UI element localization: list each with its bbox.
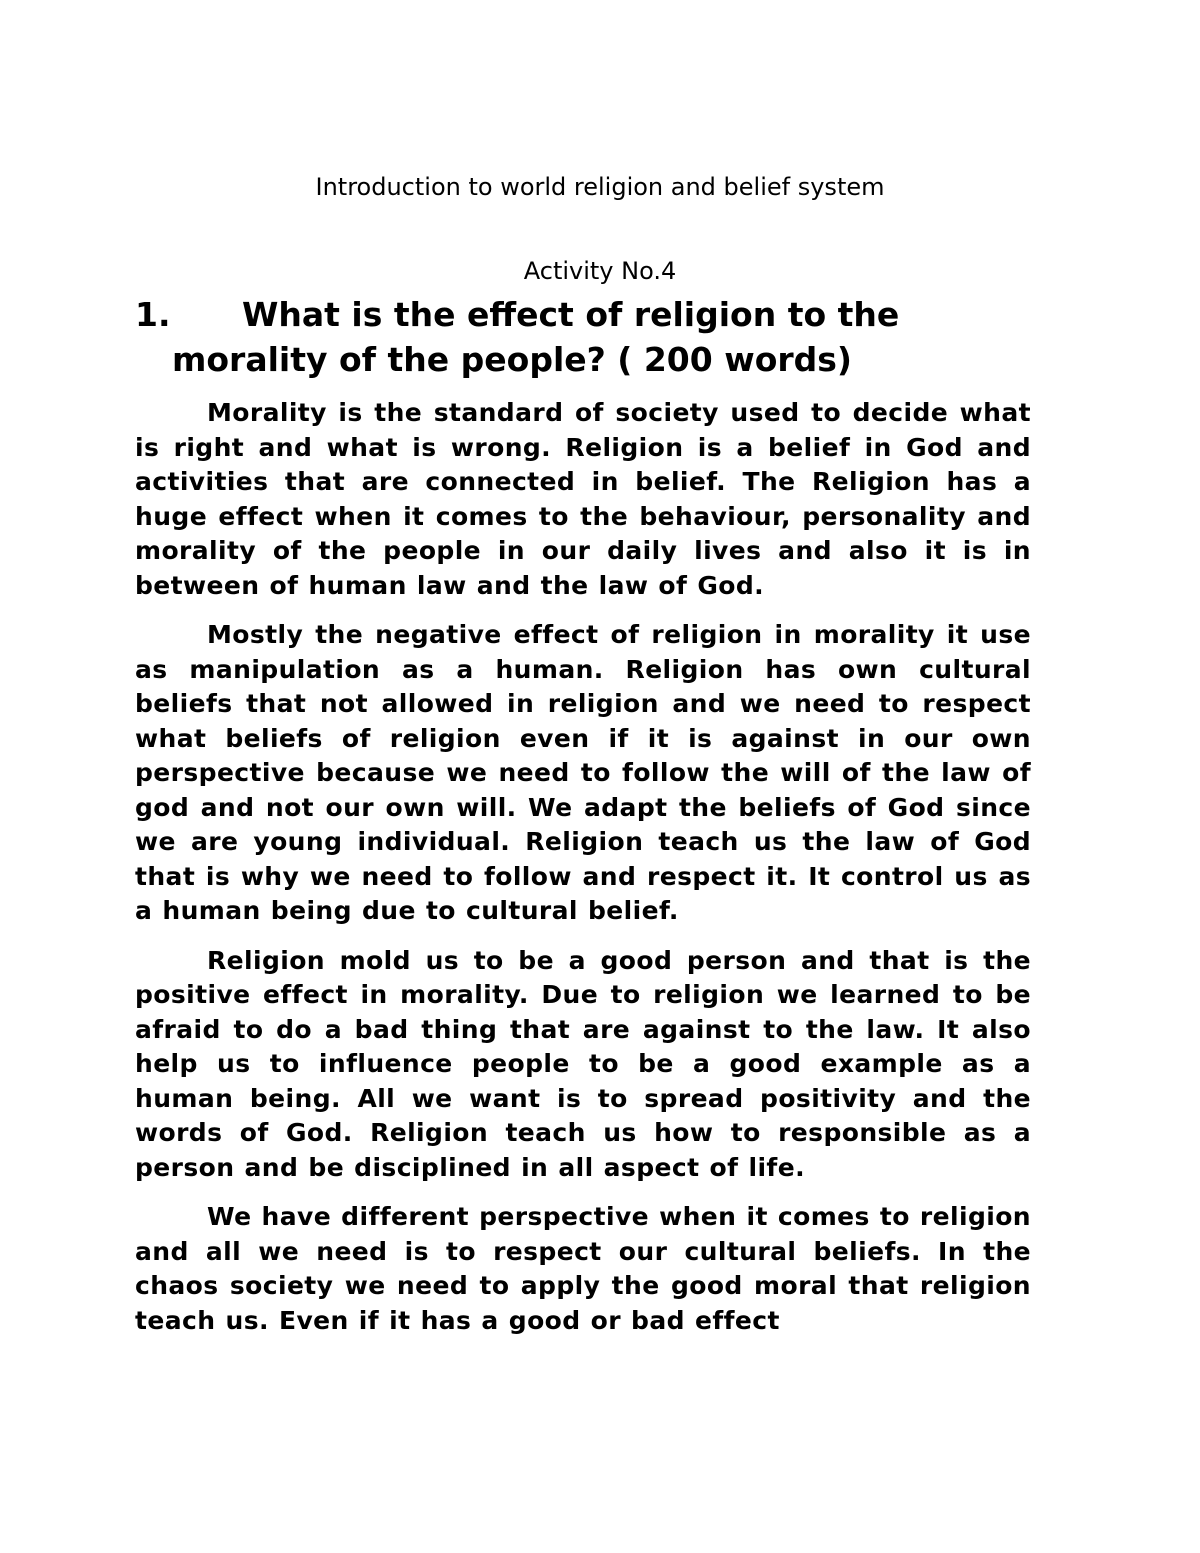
question-heading [135, 292, 1035, 382]
paragraph-4: We have different perspective when it comes to religion and all we need is to respect our cultural beliefs. In the chaos society we need to apply the good moral that religion teach us. Even if it has a good or bad effect [135, 1202, 1031, 1335]
question-text-line2: morality of the people? ( 200 words) [172, 340, 852, 379]
activity-label: Activity No.4 [523, 257, 677, 285]
question-number: 1. [135, 295, 171, 334]
paragraph-3: Religion mold us to be a good person and that is the positive effect in morality. Due to religion we learned to be afraid to do a bad thing that are against to the law. It also help us to influence people to be a good example as a human being. All we want is to spread positivity and the words of God. Religion teach us how to responsible as a person and be disciplined in all aspect of life. [135, 945, 1031, 1182]
question-text-line1: What is the effect of religion to the [242, 295, 900, 334]
paragraph-1: Morality is the standard of society used to decide what is right and what is wrong. Religion is a belief in God and activities that are connected in belief. The Religion has a huge effect when it comes to the behaviour, personality and morality of the people in our daily lives and also it is in between of human law and the law of God. [135, 398, 1031, 600]
paragraph-2: Mostly the negative effect of religion in morality it use as manipulation as a human. Religion has own cultural beliefs that not allowed in religion and we need to respect what beliefs of religion even if it is against in our own perspective because we need to follow the will of the law of god and not our own will. We adapt the beliefs of God since we are young individual. Religion teach us the law of God that is why we need to follow and respect it. It control us as a human being due to cultural belief. [135, 620, 1031, 925]
answer-body [135, 396, 1031, 1406]
document-title: Introduction to world religion and belief system [315, 173, 885, 201]
